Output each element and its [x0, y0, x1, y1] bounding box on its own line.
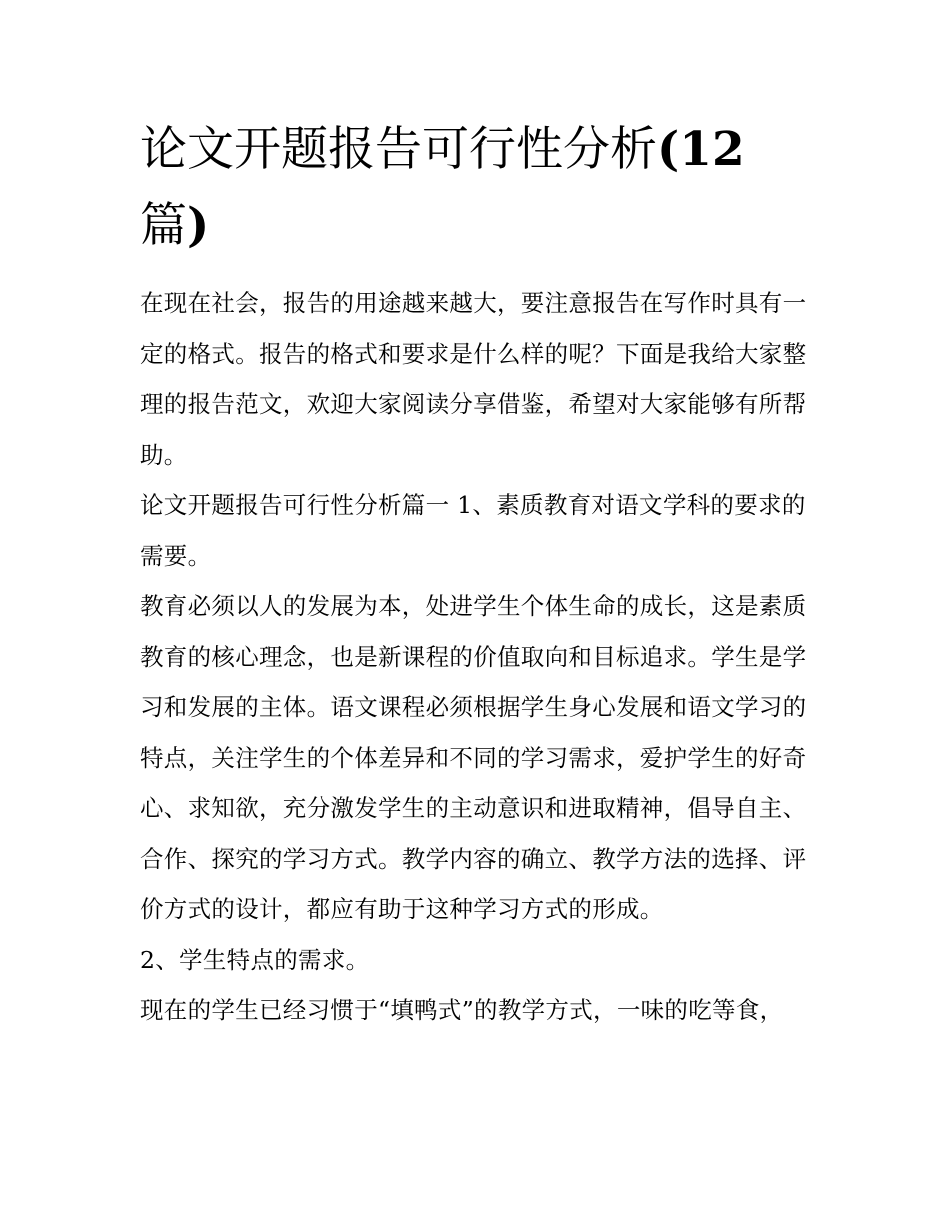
body-paragraph-truncated: 现在的学生已经习惯于“填鸭式”的教学方式，一味的吃等食， — [140, 996, 784, 1024]
section-heading-paragraph: 论文开题报告可行性分析篇一 1、素质教育对语文学科的要求的需要。 — [140, 491, 806, 570]
intro-paragraph: 在现在社会，报告的用途越来越大，要注意报告在写作时具有一定的格式。报告的格式和要求是什么样的呢？下面是我给大家整理的报告范文，欢迎大家阅读分享借鉴，希望对大家能够有所帮助。 — [140, 289, 807, 469]
subsection-heading: 2、学生特点的需求。 — [140, 945, 370, 974]
title-text: 论文开题报告可行性分析 — [140, 122, 657, 177]
document-body — [140, 112, 815, 1036]
title-paren-close: ) — [187, 198, 210, 253]
body-paragraph: 教育必须以人的发展为本，处进学生个体生命的成长，这是素质教育的核心理念，也是新课程的价值取向和目标追求。学生是学习和发展的主体。语文课程必须根据学生身心发展和语文学习的特点，关注学生的个体差异和不同的学习需求，爱护学生的好奇心、求知欲，充分激发学生的主动意识和进取精神，倡导自主、合作、探究的学习方式。教学内容的确立、教学方法的选择、评价方式的设计，都应有助于这种学习方式的形成。 — [140, 592, 807, 923]
title-text-line2: 篇 — [140, 198, 187, 253]
title-count: (12 — [657, 122, 745, 177]
document-title — [140, 112, 815, 264]
